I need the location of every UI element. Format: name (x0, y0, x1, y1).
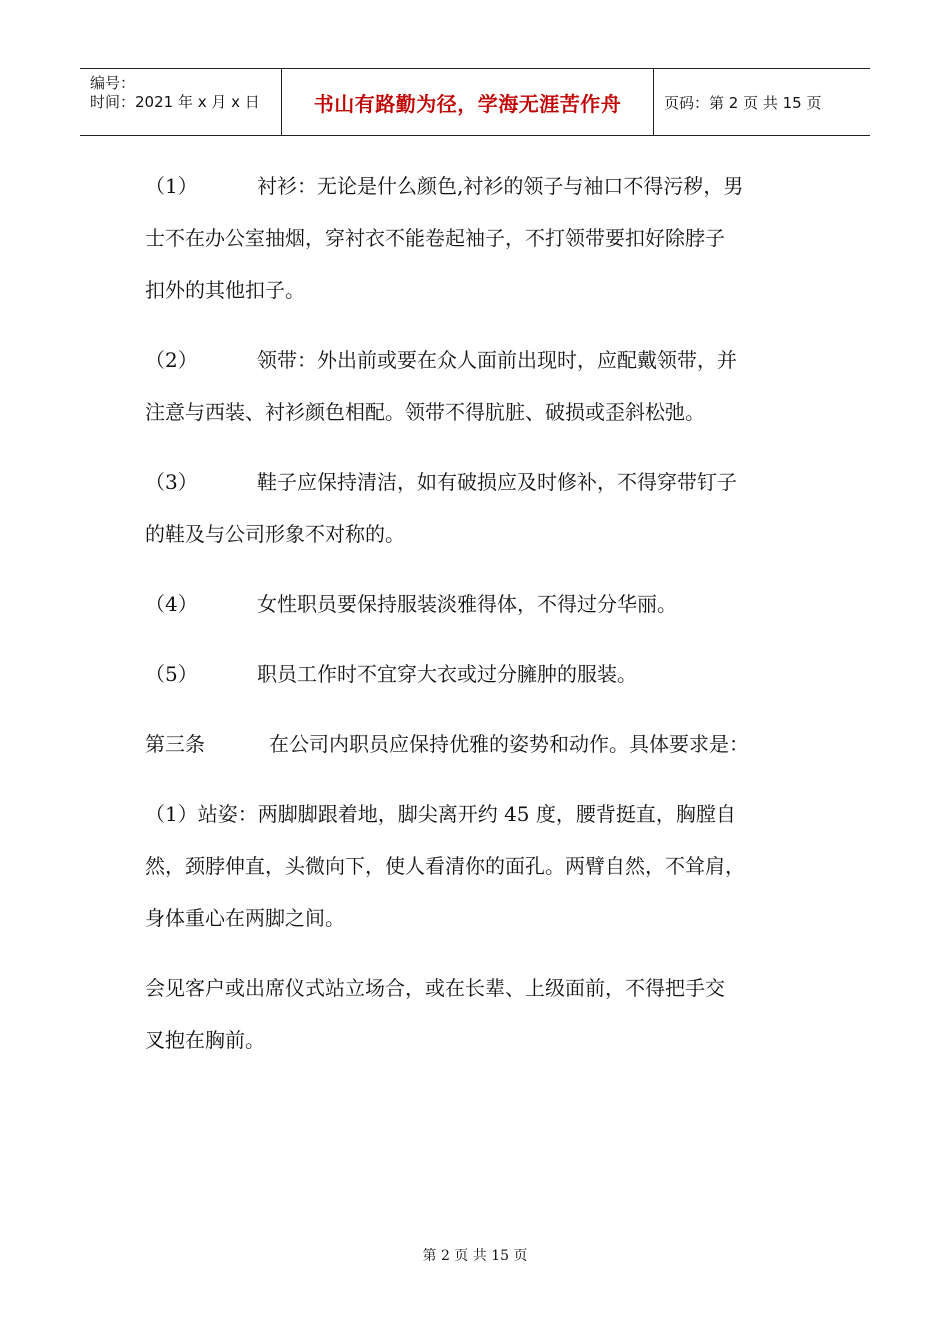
page-header (80, 68, 870, 136)
standing-posture-paragraph (145, 788, 815, 944)
item-text: 衬衫：无论是什么颜色,衬衫的领子与袖口不得污秽，男 (257, 174, 744, 198)
item-number: （1） (145, 174, 198, 198)
header-date: 时间：2021 年 x 月 x 日 (90, 93, 260, 111)
item-text: 注意与西装、衬衫颜色相配。领带不得肮脏、破损或歪斜松弛。 (145, 400, 705, 424)
item-text: 的鞋及与公司形象不对称的。 (145, 522, 405, 546)
item-text: 士不在办公室抽烟，穿衬衣不能卷起袖子，不打领带要扣好除脖子 (145, 226, 725, 250)
list-item-4 (145, 578, 815, 630)
list-item-1 (145, 160, 815, 316)
article-label: 第三条 (145, 732, 205, 756)
item-text: 领带：外出前或要在众人面前出现时，应配戴领带，并 (257, 348, 737, 372)
meeting-paragraph (145, 962, 815, 1066)
header-motto-cell (282, 69, 654, 135)
item-number: （5） (145, 662, 198, 686)
item-text: 鞋子应保持清洁，如有破损应及时修补，不得穿带钉子 (257, 470, 737, 494)
paragraph-line: （1）站姿：两脚脚跟着地，脚尖离开约 45 度，腰背挺直，胸膛自 (145, 802, 736, 826)
header-meta-cell (80, 69, 282, 135)
paragraph-line: 然，颈脖伸直，头微向下，使人看清你的面孔。两臂自然，不耸肩， (145, 854, 745, 878)
paragraph-line: 叉抱在胸前。 (145, 1028, 265, 1052)
article-text: 在公司内职员应保持优雅的姿势和动作。具体要求是： (269, 732, 749, 756)
header-number-label: 编号： (90, 74, 136, 92)
paragraph-line: 身体重心在两脚之间。 (145, 906, 345, 930)
list-item-5 (145, 648, 815, 700)
list-item-2 (145, 334, 815, 438)
list-item-3 (145, 456, 815, 560)
item-text: 扣外的其他扣子。 (145, 278, 305, 302)
page-footer: 第 2 页 共 15 页 (422, 1248, 528, 1264)
document-body (145, 160, 815, 1084)
paragraph-line: 会见客户或出席仪式站立场合，或在长辈、上级面前，不得把手交 (145, 976, 725, 1000)
header-page-info: 页码：第 2 页 共 15 页 (664, 93, 822, 112)
item-number: （2） (145, 348, 198, 372)
article-three (145, 718, 815, 770)
item-text: 女性职员要保持服装淡雅得体，不得过分华丽。 (257, 592, 677, 616)
header-page-cell (654, 69, 870, 135)
item-text: 职员工作时不宜穿大衣或过分臃肿的服装。 (257, 662, 637, 686)
item-number: （3） (145, 470, 198, 494)
item-number: （4） (145, 592, 198, 616)
header-motto: 书山有路勤为径，学海无涯苦作舟 (313, 91, 622, 116)
